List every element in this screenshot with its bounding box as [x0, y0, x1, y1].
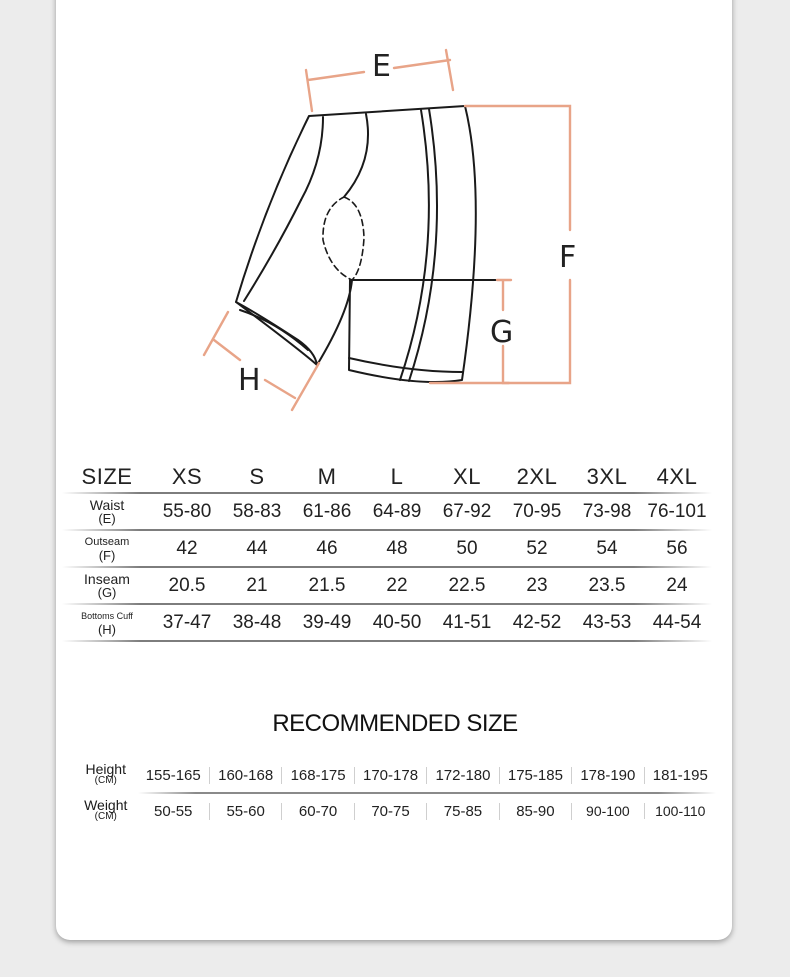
size-m: M [317, 464, 337, 489]
table-cell: 155-165 [138, 767, 210, 784]
table-cell: 48 [386, 537, 408, 559]
table-cell: 70-75 [355, 803, 427, 820]
label-f: F [559, 240, 577, 275]
table-cell: 85-90 [500, 803, 572, 820]
outseam-label-code: (F) [98, 547, 116, 563]
table-cell: 58-83 [232, 500, 282, 522]
weight-row [74, 794, 716, 828]
table-cell: 40-50 [372, 611, 422, 633]
table-cell: 22 [386, 574, 408, 596]
inseam-row [62, 568, 712, 603]
recommended-size-table [74, 758, 716, 828]
height-label-text: Height [85, 761, 126, 777]
table-cell: 55-60 [210, 803, 282, 820]
shorts-outline [236, 106, 507, 382]
height-label [74, 763, 138, 787]
label-g: G [490, 315, 514, 350]
table-cell: 54 [596, 537, 618, 559]
table-cell: 39-49 [302, 611, 352, 633]
inseam-label-text: Inseam [84, 570, 130, 587]
table-cell: 64-89 [372, 500, 422, 522]
waist-label-code: (E) [98, 510, 116, 526]
measurement-lines [204, 50, 570, 410]
height-label-unit: (CM) [94, 775, 117, 786]
table-cell: 75-85 [427, 803, 499, 820]
table-cell: 37-47 [162, 611, 212, 633]
table-cell: 55-80 [162, 500, 212, 522]
table-cell: 50-55 [138, 803, 210, 820]
table-cell: 21.5 [308, 574, 346, 596]
table-cell: 160-168 [210, 767, 282, 784]
table-cell: 20.5 [168, 574, 206, 596]
table-cell: 44 [246, 537, 268, 559]
table-cell: 100-110 [655, 803, 706, 819]
table-cell: 170-178 [355, 767, 427, 784]
weight-label-text: Weight [84, 797, 128, 813]
size-chart-table [62, 462, 712, 642]
table-cell: 178-190 [572, 767, 644, 784]
waist-label-text: Waist [89, 496, 125, 513]
size-4xl: 4XL [656, 464, 698, 489]
table-cell: 67-92 [442, 500, 492, 522]
size-2xl: 2XL [516, 464, 558, 489]
table-cell: 46 [316, 537, 338, 559]
table-cell: 181-195 [652, 766, 708, 784]
table-cell: 42-52 [512, 611, 562, 633]
table-cell: 41-51 [442, 611, 492, 633]
table-cell: 172-180 [427, 767, 499, 784]
size-xs: XS [171, 464, 203, 489]
height-row [74, 758, 716, 792]
table-cell: 50 [456, 537, 478, 559]
table-cell: 43-53 [582, 611, 632, 633]
pad-outline [323, 197, 364, 280]
table-cell: 44-54 [652, 611, 702, 633]
table-cell: 23.5 [588, 574, 626, 596]
shorts-measurement-diagram [0, 0, 790, 460]
table-cell: 61-86 [302, 500, 352, 522]
table-cell: 90-100 [572, 803, 644, 819]
weight-label-unit: (CM) [94, 811, 117, 822]
outseam-label [62, 536, 152, 562]
front-seam-2 [409, 109, 437, 381]
label-e: E [372, 49, 391, 84]
table-cell: 56 [666, 537, 688, 559]
size-s: S [249, 464, 265, 489]
waist-seam-mid [344, 114, 368, 197]
size-header-row [62, 462, 712, 492]
measure-h [204, 312, 319, 410]
table-cell: 70-95 [512, 500, 562, 522]
table-cell: 38-48 [232, 611, 282, 633]
waist-label [62, 496, 152, 526]
shorts-body [236, 106, 476, 382]
inseam-label-code: (G) [97, 584, 117, 600]
table-cell: 42 [176, 537, 198, 559]
row-divider [62, 640, 712, 642]
recommended-size-title: RECOMMENDED SIZE [272, 710, 518, 737]
bottoms-cuff-label-text: Bottoms Cuff [81, 610, 133, 621]
size-3xl: 3XL [586, 464, 628, 489]
size-l: L [390, 464, 404, 489]
waistband-seam-left [301, 117, 323, 200]
size-xl: XL [453, 464, 481, 489]
size-header-label: SIZE [81, 464, 133, 489]
table-cell: 168-175 [282, 767, 354, 784]
label-h: H [238, 363, 261, 398]
front-seam [400, 110, 429, 380]
waist-row [62, 494, 712, 529]
outseam-label-text: Outseam [84, 535, 130, 548]
inseam-label [62, 570, 152, 600]
table-cell: 60-70 [282, 803, 354, 820]
weight-label [74, 799, 138, 823]
table-cell: 52 [526, 537, 548, 559]
table-cell: 76-101 [647, 500, 707, 522]
table-cell: 21 [246, 574, 268, 596]
table-cell: 73-98 [582, 500, 632, 522]
table-cell: 24 [666, 574, 688, 596]
bottoms-cuff-row [62, 605, 712, 640]
table-cell: 175-185 [500, 767, 572, 784]
bottoms-cuff-label [62, 610, 152, 636]
bottoms-cuff-label-code: (H) [97, 621, 117, 637]
table-cell: 22.5 [448, 574, 486, 596]
table-cell: 23 [526, 574, 548, 596]
outseam-row [62, 531, 712, 566]
